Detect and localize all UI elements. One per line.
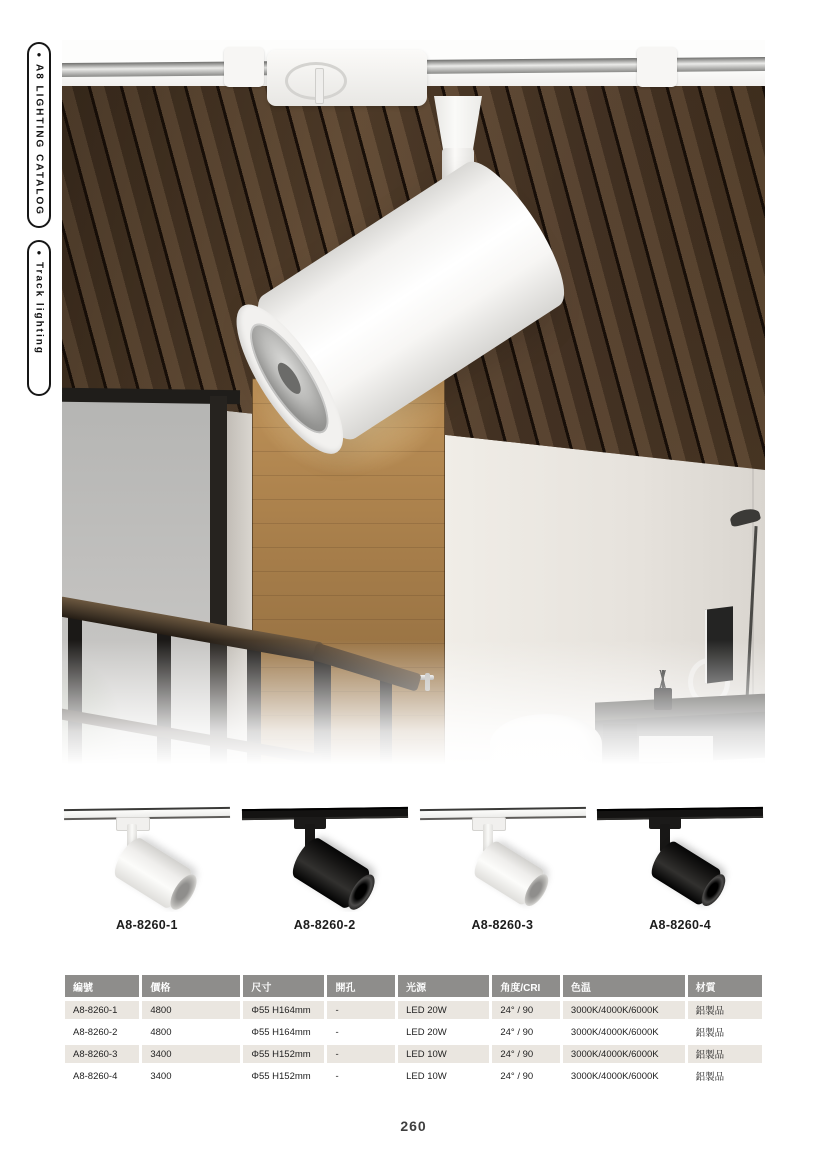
spotlight-lens: [165, 870, 201, 912]
photo-bottom-fade: [62, 640, 765, 792]
table-row: [65, 1067, 762, 1085]
table-header-cell: 開孔: [327, 975, 395, 997]
product-thumbnail: [62, 800, 232, 912]
track-clip: [224, 47, 264, 87]
table-cell: 24° / 90: [492, 1023, 560, 1041]
table-cell: A8-8260-2: [65, 1023, 139, 1041]
table-header-cell: 材質: [688, 975, 762, 997]
table-cell: LED 20W: [398, 1001, 489, 1019]
table-header-cell: 光源: [398, 975, 489, 997]
table-row: [65, 1001, 762, 1019]
table-cell: A8-8260-4: [65, 1067, 139, 1085]
spec-table-section: [62, 971, 765, 1089]
spotlight-lens: [697, 871, 730, 910]
table-cell: 鋁製品: [688, 1045, 762, 1063]
table-cell: Φ55 H152mm: [243, 1067, 324, 1085]
table-cell: 24° / 90: [492, 1045, 560, 1063]
spotlight-lens: [343, 870, 379, 912]
spec-table: [62, 971, 765, 1089]
table-cell: -: [327, 1045, 395, 1063]
product-code-label: A8-8260-1: [115, 918, 178, 932]
table-cell: 3000K/4000K/6000K: [563, 1001, 685, 1019]
table-cell: -: [327, 1067, 395, 1085]
product-tile: [418, 800, 588, 938]
spec-table-body: [65, 1001, 762, 1085]
spotlight-body: [109, 834, 196, 912]
track-clip: [637, 47, 677, 87]
table-cell: -: [327, 1023, 395, 1041]
table-cell: LED 10W: [398, 1067, 489, 1085]
table-row: [65, 1045, 762, 1063]
product-thumbnail: [240, 800, 410, 912]
table-cell: -: [327, 1001, 395, 1019]
table-cell: Φ55 H164mm: [243, 1023, 324, 1041]
table-cell: 3400: [142, 1067, 240, 1085]
table-cell: Φ55 H164mm: [243, 1001, 324, 1019]
product-tile: [240, 800, 410, 938]
table-cell: Φ55 H152mm: [243, 1045, 324, 1063]
product-thumbnail: [418, 800, 588, 912]
spotlight-body: [647, 838, 725, 908]
table-cell: A8-8260-3: [65, 1045, 139, 1063]
bullet-dot-icon: ●: [36, 50, 42, 59]
table-cell: 4800: [142, 1001, 240, 1019]
table-cell: 3000K/4000K/6000K: [563, 1045, 685, 1063]
product-tile: [62, 800, 232, 938]
spotlight-body: [287, 834, 374, 912]
product-thumbnails-row: [62, 800, 765, 938]
bullet-dot-icon: ●: [36, 248, 42, 257]
table-cell: 鋁製品: [688, 1001, 762, 1019]
table-cell: 3400: [142, 1045, 240, 1063]
table-cell: 鋁製品: [688, 1023, 762, 1041]
catalog-title-badge: [27, 42, 51, 228]
table-header-cell: 編號: [65, 975, 139, 997]
product-code-label: A8-8260-2: [293, 918, 356, 932]
table-header-cell: 價格: [142, 975, 240, 997]
spotlight-body: [469, 838, 547, 908]
category-badge: [27, 240, 51, 396]
spotlight-lens: [520, 871, 553, 910]
table-cell: 24° / 90: [492, 1001, 560, 1019]
product-code-label: A8-8260-4: [649, 918, 711, 932]
table-header-cell: 色温: [563, 975, 685, 997]
table-cell: 鋁製品: [688, 1067, 762, 1085]
product-code-label: A8-8260-3: [471, 918, 534, 932]
hero-photo: [62, 40, 765, 792]
table-cell: LED 20W: [398, 1023, 489, 1041]
table-cell: A8-8260-1: [65, 1001, 139, 1019]
product-thumbnail: [595, 800, 765, 912]
table-cell: 3000K/4000K/6000K: [563, 1023, 685, 1041]
table-row: [65, 1023, 762, 1041]
table-header-cell: 角度/CRI: [492, 975, 560, 997]
track-adapter: [267, 50, 427, 106]
product-tile: [595, 800, 765, 938]
table-header-row: [65, 975, 762, 997]
table-cell: 24° / 90: [492, 1067, 560, 1085]
table-cell: 4800: [142, 1023, 240, 1041]
page-number: 260: [400, 1118, 427, 1134]
table-cell: 3000K/4000K/6000K: [563, 1067, 685, 1085]
spotlight-lens: [274, 359, 305, 397]
table-cell: LED 10W: [398, 1045, 489, 1063]
category-label: Track lighting: [33, 262, 45, 356]
catalog-title-label: A8 LIGHTING CATALOG: [33, 64, 45, 217]
adapter-pin: [315, 68, 324, 104]
table-header-cell: 尺寸: [243, 975, 324, 997]
